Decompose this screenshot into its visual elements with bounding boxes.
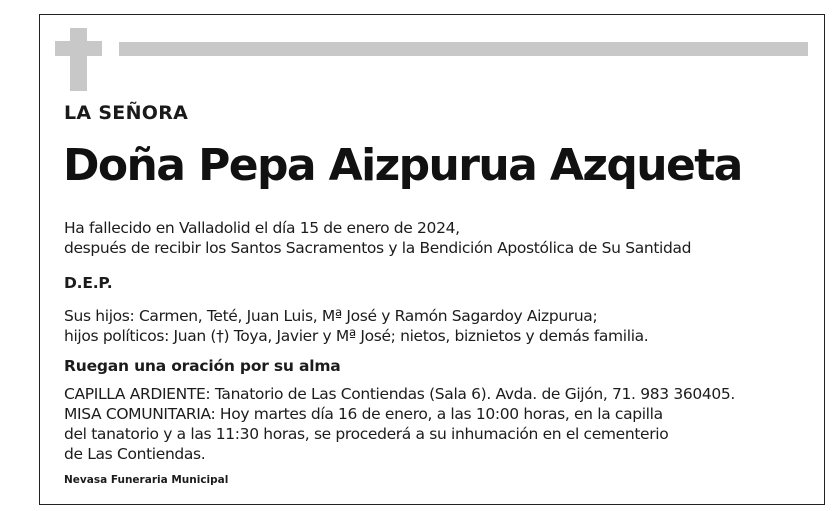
death-line: Ha fallecido en Valladolid el día 15 de enero de 2024, — [64, 219, 460, 237]
prayer-request: Ruegan una oración por su alma — [64, 357, 341, 375]
family-list — [64, 306, 648, 346]
service-line: MISA COMUNITARIA: Hoy martes día 16 de enero, a las 10:00 horas, en la capilla — [64, 405, 663, 423]
cross-icon — [55, 28, 102, 91]
decorative-bar — [119, 42, 808, 56]
deceased-name: Doña Pepa Aizpurua Azqueta — [63, 140, 742, 191]
family-line: Sus hijos: Carmen, Teté, Juan Luis, Mª José y Ramón Sagardoy Aizpurua; — [64, 307, 598, 325]
death-announcement — [64, 218, 691, 258]
service-details — [64, 384, 735, 464]
family-line: hijos políticos: Juan (†) Toya, Javier y Mª José; nietos, biznietos y demás familia. — [64, 327, 649, 345]
dep-label: D.E.P. — [64, 274, 113, 292]
title-label: LA SEÑORA — [64, 102, 189, 124]
death-line: después de recibir los Santos Sacramentos y la Bendición Apostólica de Su Santidad — [64, 239, 692, 257]
service-line: de Las Contiendas. — [64, 445, 206, 463]
service-line: CAPILLA ARDIENTE: Tanatorio de Las Contiendas (Sala 6). Avda. de Gijón, 71. 983 360405. — [64, 385, 735, 403]
funeral-home: Nevasa Funeraria Municipal — [64, 474, 229, 486]
service-line: del tanatorio y a las 11:30 horas, se procederá a su inhumación en el cementerio — [64, 425, 669, 443]
